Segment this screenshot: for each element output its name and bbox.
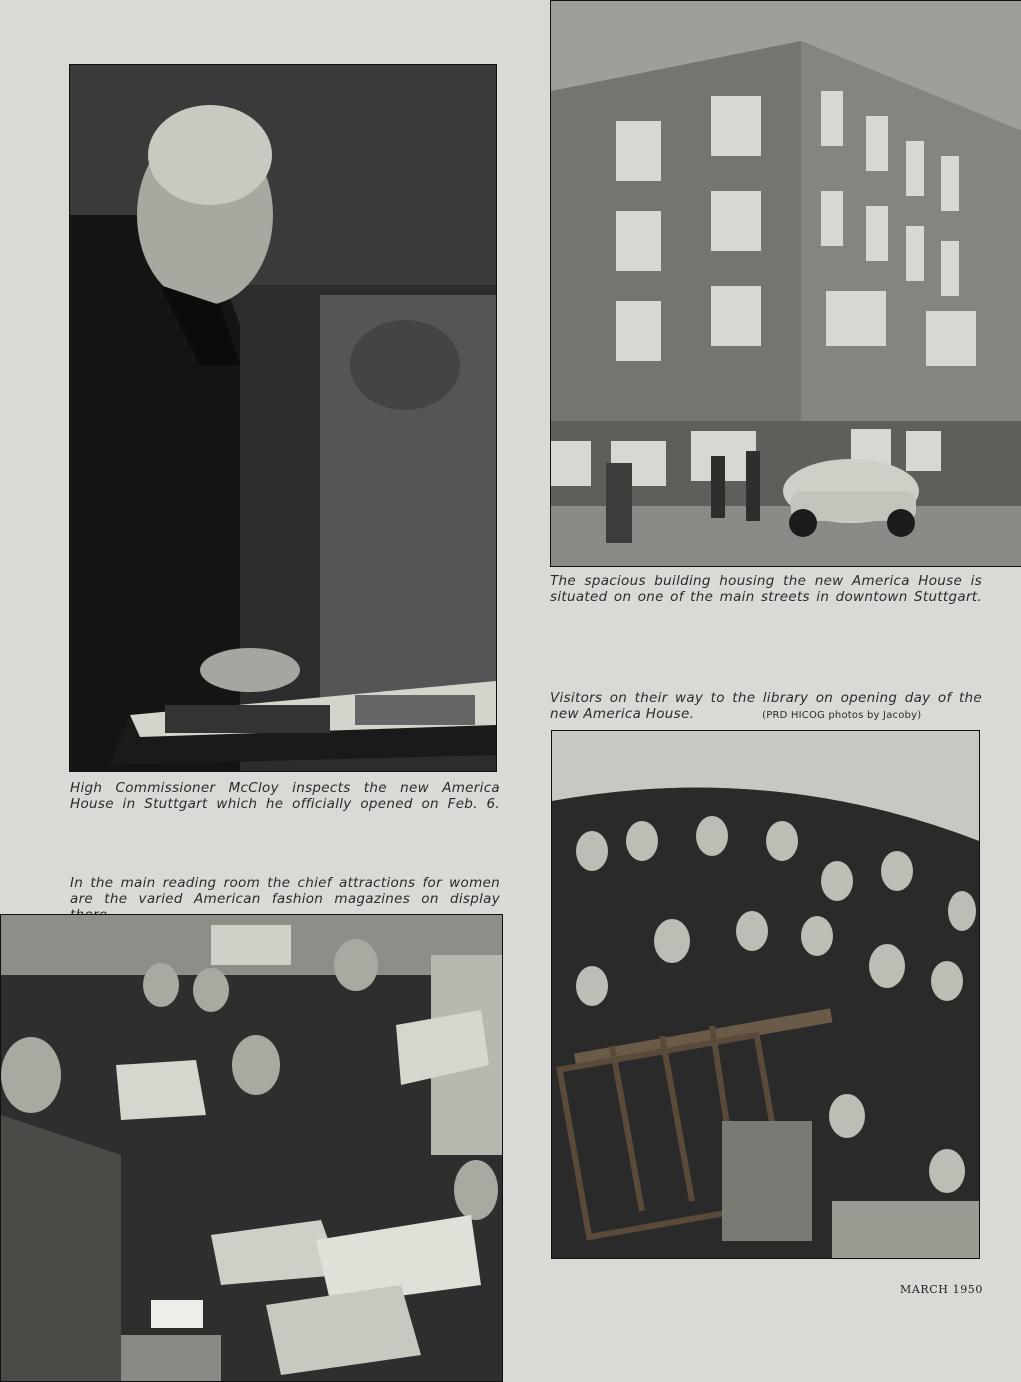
- caption-visitors: [550, 690, 982, 724]
- caption-visitors-line1: Visitors on their way to the library on opening day of the: [550, 690, 982, 706]
- photo-building: [550, 0, 1021, 567]
- caption-building-line1: The spacious building housing the new America House is: [550, 573, 982, 589]
- caption-reading-room-line2: are the varied American fashion magazines on display: [70, 891, 500, 907]
- photo-mccloy: [69, 64, 497, 772]
- caption-mccloy-line2: House in Stuttgart which he officially opened on Feb. 6.: [70, 796, 500, 812]
- caption-building: [550, 573, 982, 605]
- photo-credit: (PRD HICOG photos by Jacoby): [762, 710, 922, 721]
- page-folio: MARCH 1950: [900, 1283, 983, 1296]
- photo-visitors: [551, 730, 980, 1259]
- photo-reading-room: [0, 914, 503, 1382]
- caption-mccloy: [70, 780, 500, 812]
- caption-mccloy-line1: High Commissioner McCloy inspects the new America: [70, 780, 500, 796]
- caption-reading-room-line1: In the main reading room the chief attractions for women: [70, 875, 500, 891]
- caption-building-line2: situated on one of the main streets in downtown Stuttgart.: [550, 589, 982, 605]
- caption-visitors-line2: new America House.: [550, 706, 695, 722]
